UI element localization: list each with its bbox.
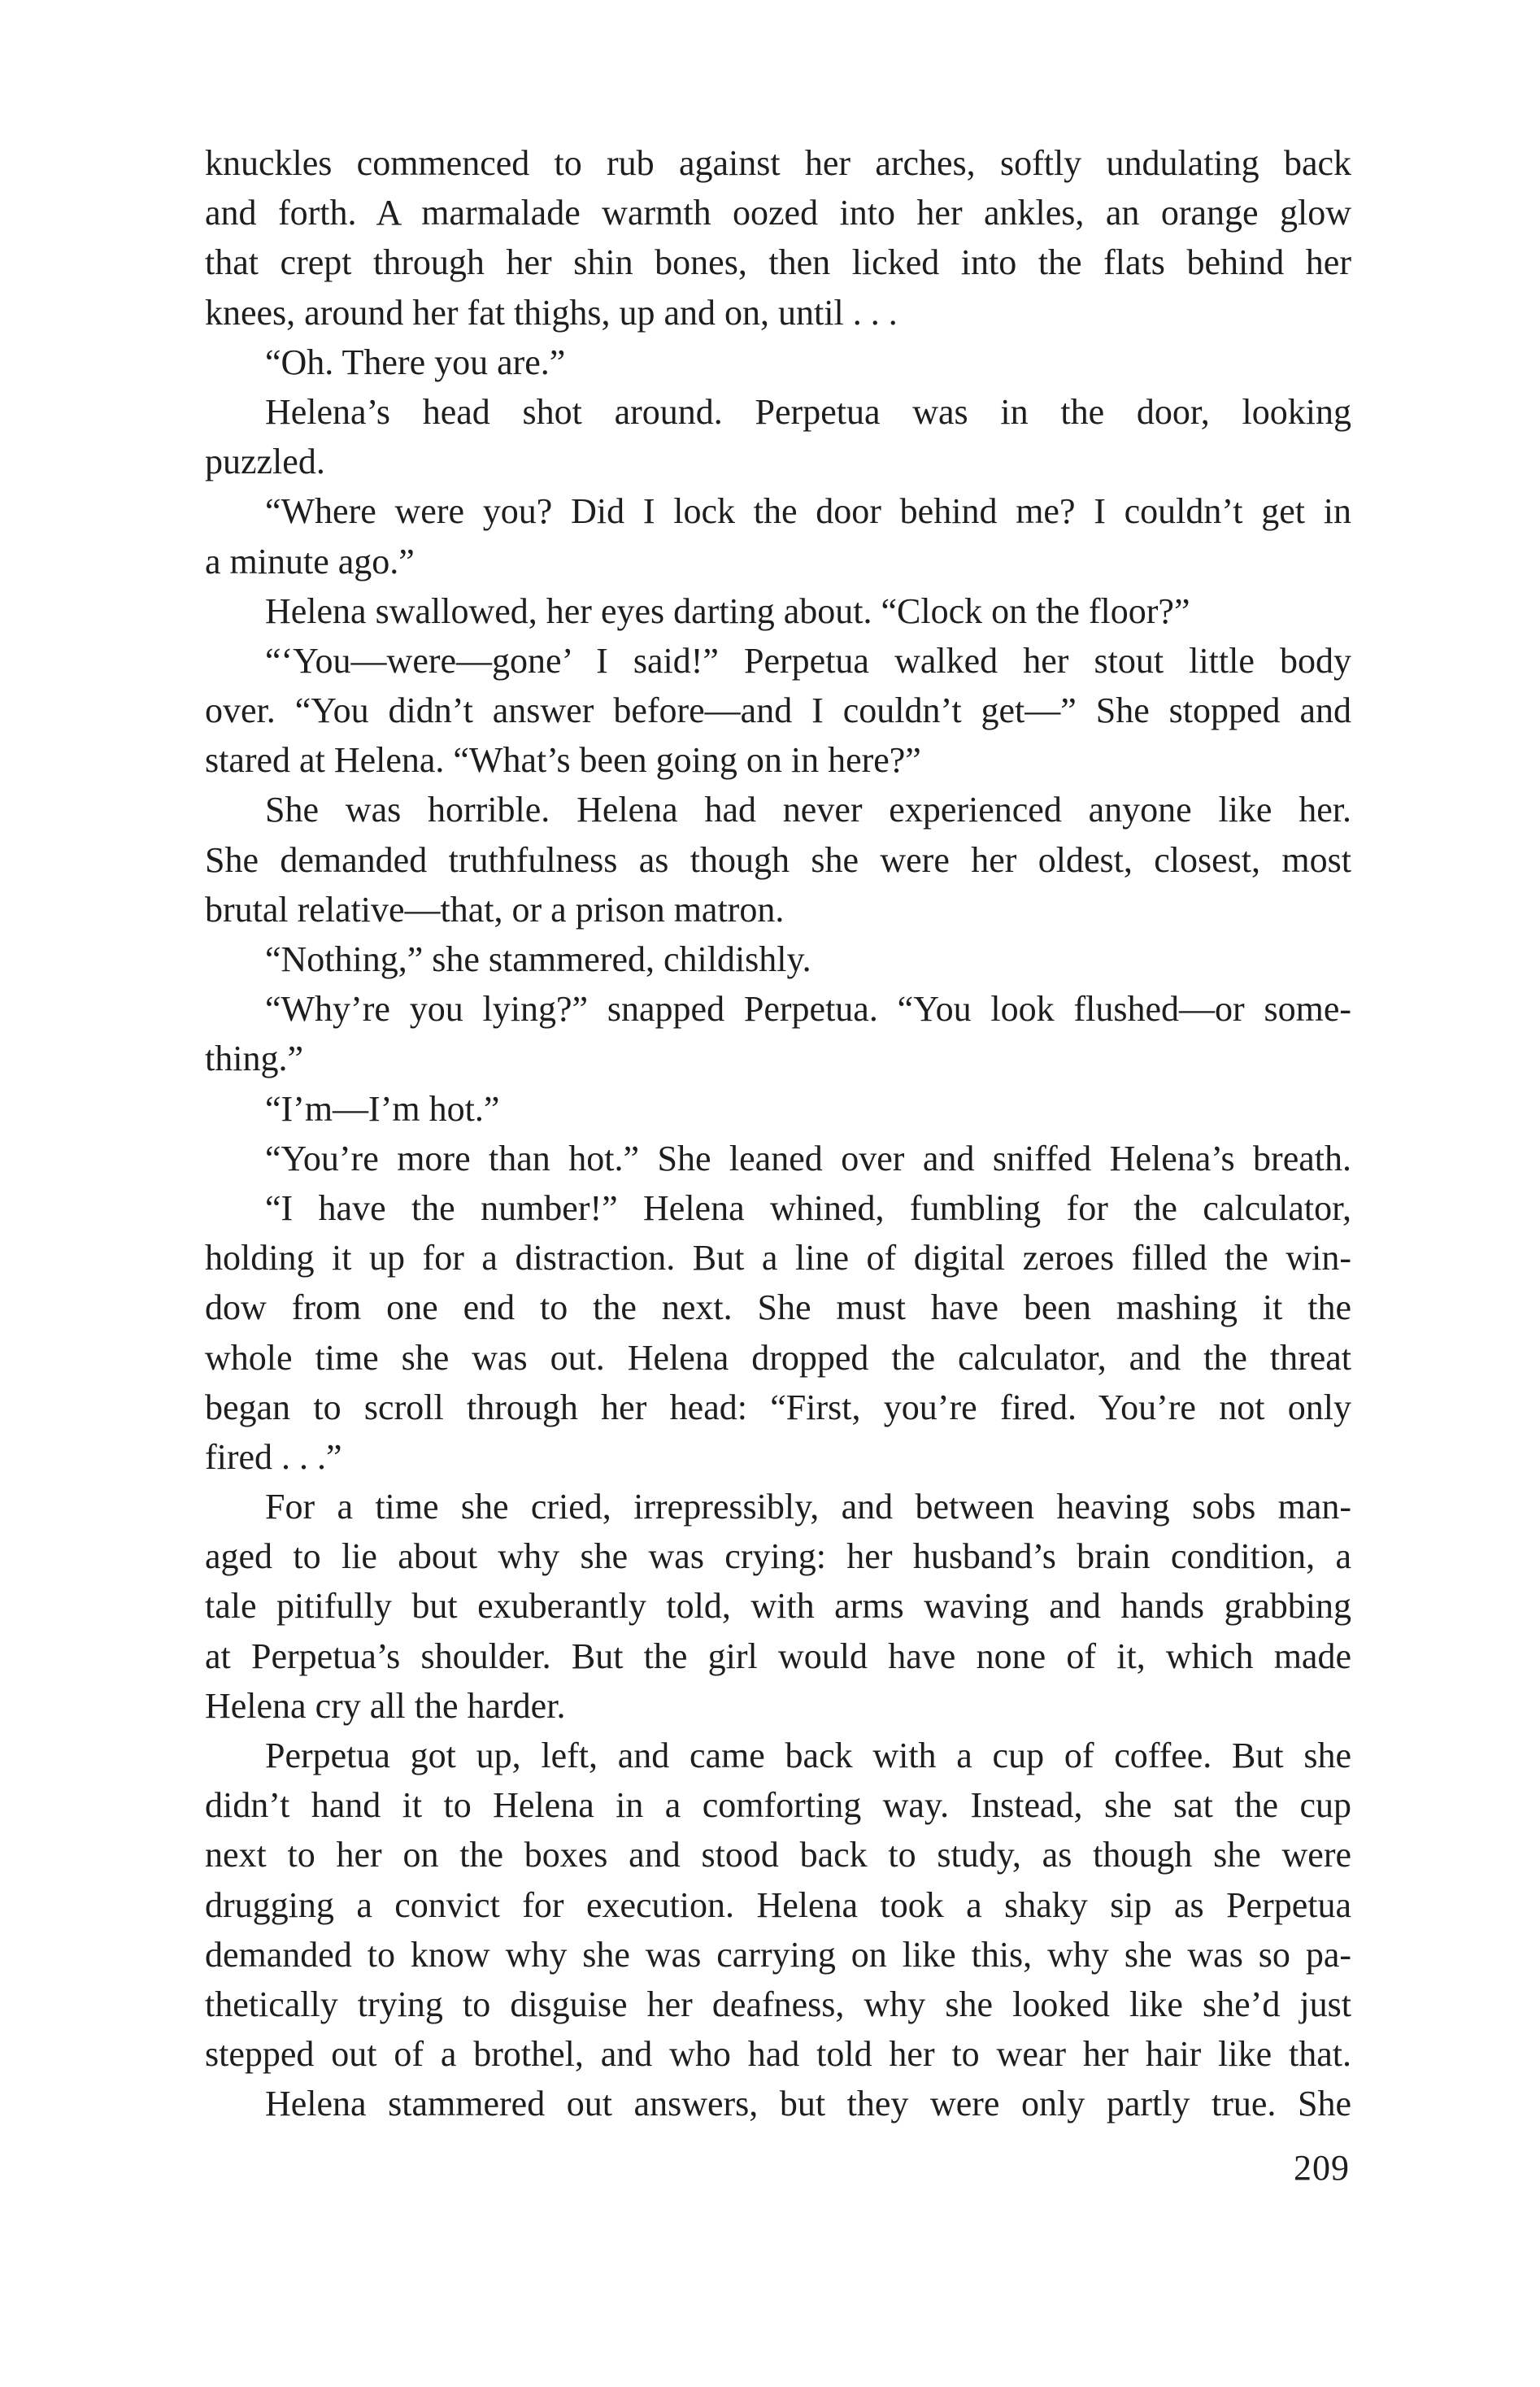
text-line: For a time she cried, irrepressibly, and between heaving sobs man- xyxy=(265,1487,1351,1527)
text-line: that crept through her shin bones, then licked into the flats behind her xyxy=(205,242,1351,283)
text-line: next to her on the boxes and stood back to study, as though she were xyxy=(205,1835,1351,1875)
text-line: dow from one end to the next. She must have been mashing it the xyxy=(205,1287,1351,1328)
text-line: Helena stammered out answers, but they were only partly true. She xyxy=(265,2084,1351,2124)
text-line: Helena swallowed, her eyes darting about. “Clock on the floor?” xyxy=(265,590,1190,631)
text-line: “Oh. There you are.” xyxy=(265,342,566,382)
text-line: began to scroll through her head: “First, you’re fired. You’re not only xyxy=(205,1387,1351,1427)
text-line: brutal relative—that, or a prison matron. xyxy=(205,889,785,930)
text-line: stared at Helena. “What’s been going on in here?” xyxy=(205,740,921,781)
text-line: “I’m—I’m hot.” xyxy=(265,1088,500,1129)
text-line: drugging a convict for execution. Helena took a shaky sip as Perpetua xyxy=(205,1884,1351,1925)
text-line: whole time she was out. Helena dropped the calculator, and the threat xyxy=(205,1337,1351,1378)
text-line: Perpetua got up, left, and came back with a cup of coffee. But she xyxy=(265,1736,1351,1775)
text-line: tale pitifully but exuberantly told, with arms waving and hands grabbing xyxy=(205,1586,1351,1627)
book-page-body xyxy=(205,138,1351,2129)
text-line: over. “You didn’t answer before—and I couldn’t get—” She stopped and xyxy=(205,690,1351,731)
text-line: thetically trying to disguise her deafness, why she looked like she’d just xyxy=(205,1984,1351,2024)
text-line: holding it up for a distraction. But a line of digital zeroes filled the win- xyxy=(205,1238,1351,1278)
text-line: didn’t hand it to Helena in a comforting way. Instead, she sat the cup xyxy=(205,1785,1351,1826)
text-line: at Perpetua’s shoulder. But the girl would have none of it, which made xyxy=(205,1636,1351,1676)
text-line: and forth. A marmalade warmth oozed into her ankles, an orange glow xyxy=(205,193,1351,233)
text-line: She demanded truthfulness as though she were her oldest, closest, most xyxy=(205,839,1351,880)
page-number: 209 xyxy=(1294,2148,1350,2188)
text-line: Helena’s head shot around. Perpetua was in the door, looking xyxy=(265,391,1351,432)
text-line: fired . . .” xyxy=(205,1436,342,1477)
text-line: “I have the number!” Helena whined, fumbling for the calculator, xyxy=(265,1187,1351,1228)
text-line: thing.” xyxy=(205,1039,303,1079)
text-line: aged to lie about why she was crying: her husband’s brain condition, a xyxy=(205,1536,1351,1577)
text-line: knuckles commenced to rub against her arches, softly undulating back xyxy=(205,143,1351,183)
text-line: puzzled. xyxy=(205,442,325,482)
text-line: “You’re more than hot.” She leaned over and sniffed Helena’s breath. xyxy=(265,1138,1351,1178)
text-line: a minute ago.” xyxy=(205,541,415,582)
text-line: “Why’re you lying?” snapped Perpetua. “You look flushed—or some- xyxy=(265,989,1351,1030)
text-line: She was horrible. Helena had never experienced anyone like her. xyxy=(265,790,1351,830)
text-line: “Where were you? Did I lock the door behind me? I couldn’t get in xyxy=(265,491,1351,532)
text-line: knees, around her fat thighs, up and on, until . . . xyxy=(205,292,898,333)
text-line: stepped out of a brothel, and who had told her to wear her hair like that. xyxy=(205,2034,1351,2075)
text-line: “‘You—were—gone’ I said!” Perpetua walked her stout little body xyxy=(265,640,1351,681)
text-line: “Nothing,” she stammered, childishly. xyxy=(265,939,811,979)
text-line: Helena cry all the harder. xyxy=(205,1685,566,1726)
text-line: demanded to know why she was carrying on like this, why she was so pa- xyxy=(205,1934,1351,1975)
